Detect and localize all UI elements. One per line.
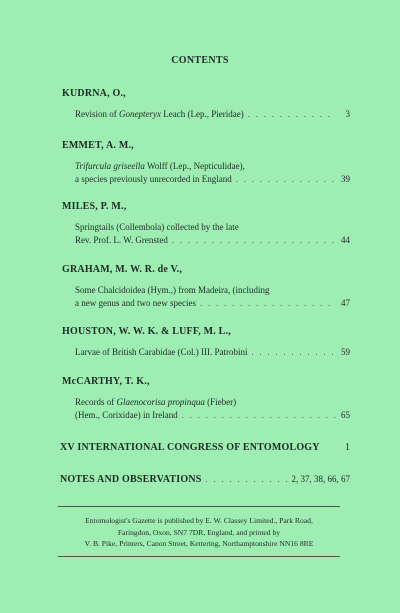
entry-title-line1: Larvae of British Carabidae (Col.) III. Patrobini	[75, 347, 248, 357]
page-number: 1	[345, 442, 350, 453]
leader-dots	[206, 475, 288, 484]
title-part: Leach (Lep., Pieridae)	[160, 109, 244, 119]
contents-heading: CONTENTS	[171, 55, 229, 66]
entry-title	[75, 396, 350, 422]
contents-entry-houston-luff	[62, 326, 350, 359]
entry-author: GRAHAM, M. W. R. de V.,	[62, 264, 183, 275]
title-part: (Fieber)	[204, 397, 237, 407]
entry-author: HOUSTON, W. W. K. & LUFF, M. L.,	[62, 326, 231, 337]
title-italic: Gonepteryx	[119, 109, 161, 119]
divider-top	[58, 506, 340, 507]
leader-dots	[251, 346, 336, 359]
page-numbers: 2, 37, 38, 66, 67	[291, 474, 350, 484]
entry-title-line1: Springtails (Collembola) collected by the late	[75, 222, 239, 232]
entry-title-text	[75, 108, 244, 121]
page-number: 44	[341, 235, 350, 245]
contents-entry-mccarthy	[62, 376, 350, 422]
leader-dots	[172, 234, 336, 247]
entry-title-line2: a species previously unrecorded in England	[75, 174, 232, 184]
entry-title	[75, 160, 350, 186]
title-part: Records of	[75, 397, 117, 407]
page-number: 65	[341, 410, 350, 420]
entry-author: EMMET, A. M.,	[62, 140, 134, 151]
congress-label: XV INTERNATIONAL CONGRESS OF ENTOMOLOGY	[60, 442, 320, 453]
footer-line: V. B. Pike, Printers, Canon Street, Kettering, Northamptonshire NN16 8RE	[84, 539, 314, 548]
notes-label: NOTES AND OBSERVATIONS	[60, 474, 202, 485]
entry-title-line2: a new genus and two new species	[75, 298, 196, 308]
page-number: 3	[345, 109, 350, 119]
leader-dots	[200, 297, 336, 310]
entry-title	[75, 108, 350, 121]
page-number: 39	[341, 174, 350, 184]
entry-title	[75, 346, 350, 359]
contents-entry-miles	[62, 201, 350, 247]
entry-author: KUDRNA, O.,	[62, 88, 126, 99]
leader-dots	[236, 173, 336, 186]
leader-dots	[248, 108, 336, 121]
title-italic: Trifurcula griseella	[75, 161, 145, 171]
contents-entry-emmet	[62, 140, 350, 186]
page-number: 59	[341, 347, 350, 357]
entry-title-line1	[75, 396, 236, 409]
entry-author: MILES, P. M.,	[62, 201, 127, 212]
contents-entry-congress	[60, 442, 350, 453]
divider-bottom	[58, 556, 340, 557]
footer-line: Faringdon, Oxon, SN7 7DR, England, and printed by	[117, 527, 281, 537]
entry-title-line2: Rev. Prof. L. W. Grensted	[75, 235, 168, 245]
leader-dots	[182, 409, 336, 422]
footer-line: Entomologist's Gazette is published by E. W. Classey Limited., Park Road,	[85, 516, 313, 525]
entry-title-line1	[75, 160, 245, 173]
title-italic: Glaenocorisa propinqua	[116, 397, 205, 407]
entry-title	[75, 221, 350, 247]
page-number: 47	[341, 298, 350, 308]
entry-title	[75, 284, 350, 310]
contents-entry-kudrna	[62, 88, 350, 121]
title-part: Wolff (Lep., Nepticulidae),	[144, 161, 245, 171]
contents-entry-graham	[62, 264, 350, 310]
title-part: Revision of	[75, 109, 119, 119]
entry-author: McCARTHY, T. K.,	[62, 376, 150, 387]
entry-title-line1: Some Chalcidoidea (Hym.,) from Madeira, (including	[75, 285, 270, 295]
entry-title-line2: (Hem., Corixidae) in Ireland	[75, 410, 178, 420]
contents-entry-notes	[60, 474, 350, 485]
publisher-footer	[58, 515, 340, 550]
